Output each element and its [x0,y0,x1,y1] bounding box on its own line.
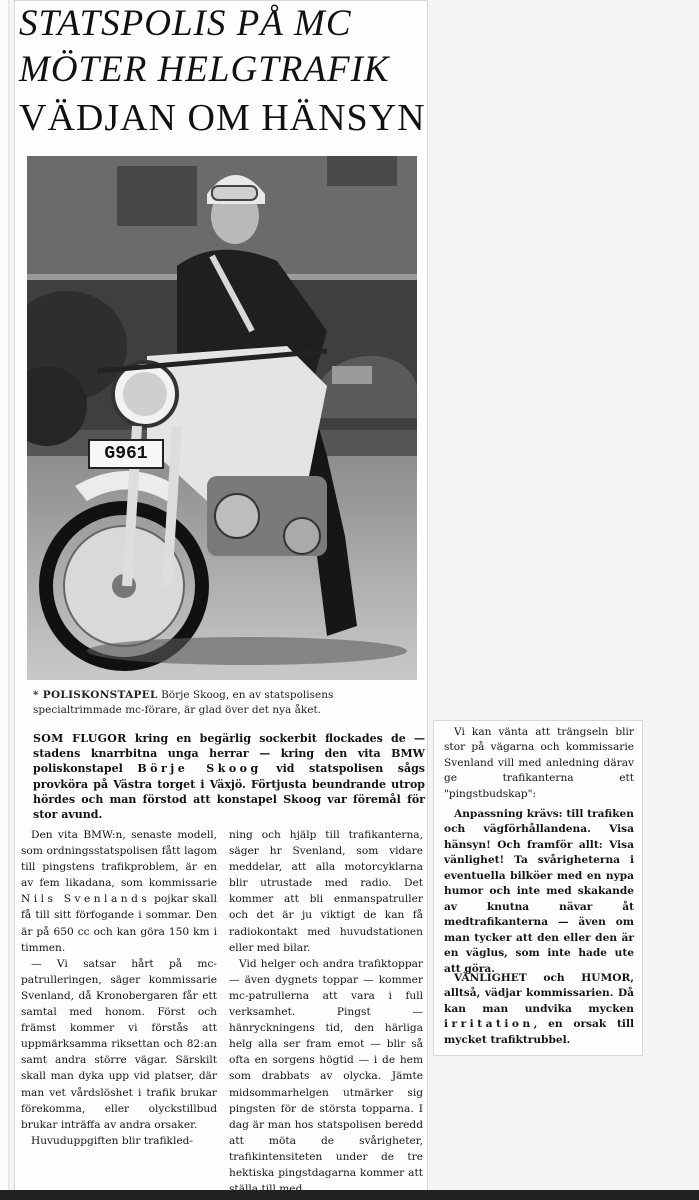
col-mid-paragraph-1: ning och hjälp till trafikanterna, säger hr Svenland, som vidare meddelar, att alla motorcyklarna blir utrustade med radio. Det kommer att bli enmanspatruller och det är ju viktigt de kan få radiokontakt med huvudstationen eller med bilar. [229,829,423,954]
intro-lead: SOM FLUGOR [33,732,127,745]
intro-paragraph [33,731,425,822]
col-left-paragraph-3: Huvuduppgiften blir trafikled- [31,1134,193,1147]
col-right-p3-emphasis: irritation [444,1018,534,1031]
caption-text: Börje Skoog, en av statspolisens specialtrimmade mc-förare, är glad över det nya åket. [33,689,334,717]
col-right-paragraph-2: Anpassning krävs: till trafiken och vägförhållandena. Visa hänsyn! Och framför allt: Visa vänlighet! Ta svårigheterna i eventuella bilköer med en nypa humor och inte med skakande av knutna nävar åt medtrafikanterna — även om man tycker att den eller den är en väglus, som inte hade ute att göra. [444,808,634,975]
headline-line-1: STATSPOLIS PÅ MC [19,3,352,44]
article-column-left [21,827,217,1149]
intro-text-1: kring en begärlig sockerbit flockades de — stadens knarrbitna unga herrar — kring den vita BMW poliskonstapel [33,732,426,776]
col-left-p1-text-b: pojkar skall få till sitt förfogande i sommar. Den är på 650 cc och kan göra 150 km i timmen. [21,893,217,954]
police-motorcycle-photo [27,156,417,680]
col-right-p3-text-c: , en orsak till mycket trafiktrubbel. [444,1018,634,1046]
motorcycle-illustration [27,156,417,680]
license-plate-text: G961 [104,444,148,464]
col-left-paragraph-2: — Vi satsar hårt på mc-patrulleringen, säger kommissarie Svenland, då Kronobergaren får ett samtal med honom. Först och främst kommer vi förstås att uppmärksamma riksettan och 82:an samt andra större vägar. Särskilt skall man dyka upp vid platser, där man vet vårdslöshet i trafik brukar förekomma, eller olyckstillbud brukar inträffa av andra orsaker. [21,957,217,1131]
col-left-p1-name: Nils Svenlands [21,893,151,906]
col-right-p3-text-a: VÄNLIGHET och HUMOR, alltså, vädjar kommissarien. Då kan man undvika mycken [444,972,634,1015]
col-mid-paragraph-2: Vid helger och andra trafiktoppar — även dygnets toppar — kommer mc-patrullerna att vara i full verksamhet. Pingst — hänryckningens tid, den härliga helg alla ser fram emot — blir så ofta en sorgens högtid — i de hem som drabbats av olycka. Jämte midsommarhelgen utmärker sig pingsten för de största topparna. I dag är man hos statspolisen beredd att möta de svårigheter, trafikintensiteten under de tre hektiska pingstdagarna kommer att [229,957,423,1179]
headline-line-3: VÄDJAN OM HÄNSYN [19,97,426,139]
headline-line-2: MÖTER HELGTRAFIK [19,49,390,90]
caption-lead: * POLISKONSTAPEL [33,689,158,701]
intro-name: Börje Skoog [137,762,262,776]
intro-text-2: vid statspolisen sågs provköra på Västra torget i Växjö. Förtjusta beundrande utrop hördes och man förstod att konstapel Skoog var föremål för stor avund. [33,762,425,821]
scrapbook-page-edge [0,0,9,1200]
article-column-middle [229,827,423,1197]
col-left-p1-text-a: Den vita BMW:n, senaste modell, som ordningsstatspolisen fått lagom till pingstens trafikproblem, är en av fem likadana, som kommissarie [21,829,217,890]
newspaper-clipping-continuation [433,720,643,1056]
col-right-paragraph-1: Vi kan vänta att trängseln blir stor på vägarna och kommissarie Svenland vill med anledning därav ge trafikanterna ett "pingstbudskap": [444,726,634,800]
col-left-paragraph-1 [21,827,217,956]
col-right-paragraph-3 [444,971,634,1048]
newspaper-clipping-main [14,0,428,1192]
scan-bottom-edge [0,1190,699,1200]
photo-caption [33,688,425,718]
